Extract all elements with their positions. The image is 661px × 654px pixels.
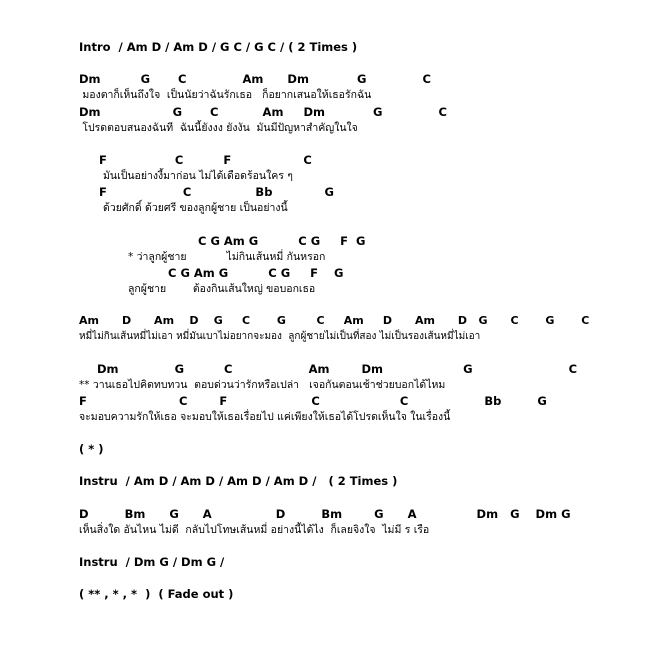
bridge-lyrics: หมี่ไม่กินเส้นหมี่ไม่เอา หมี่มันเบาไม่อยากจะมอง ลูกผู้ชายไม่เป็นที่สอง ไม่เป็นรองเส้นหมี่ไม่เอา: [79, 331, 481, 342]
intro-line: Intro / Am D / Am D / G C / G C / ( 2 Times ): [79, 40, 358, 54]
verse1-lyrics-2: โปรดตอบสนองฉันที ฉันนี้ยังงง ยังงัน มันมีปัญหาสำคัญในใจ: [79, 122, 358, 134]
verse3-chords-2: F C F C C Bb G: [79, 394, 547, 408]
verse1-lyrics-1: มองตาก็เห็นถึงใจ เป็นนัยว่าฉันรักเธอ ก็อยากเสนอให้เธอรักฉัน: [79, 89, 372, 101]
instrumental-line-1: Instru / Am D / Am D / Am D / Am D / ( 2 Times ): [79, 474, 398, 488]
verse3-chords-1: Dm G C Am Dm G C: [97, 362, 578, 376]
verse2-chords-1: F C F C: [99, 153, 312, 167]
verse2-chords-2: F C Bb G: [99, 185, 334, 199]
chorus-lyrics-1: * ว่าลูกผู้ชาย ไม่กินเส้นหมี่ กันหรอก: [128, 251, 326, 263]
verse2-lyrics-1: มันเป็นอย่างงี้มาก่อน ไม่ได้เดือดร้อนใคร ๆ: [103, 170, 293, 182]
instrumental-line-2: Instru / Dm G / Dm G /: [79, 555, 225, 569]
bridge-chords: Am D Am D G C G C Am D Am D G C G C: [79, 314, 590, 327]
verse3-lyrics-2: จะมอบความรักให้เธอ จะมอบให้เธอเรื่อยไป แค่เพียงให้เธอได้โปรดเห็นใจ ในเรื่องนี้: [79, 411, 451, 423]
verse1-chords-1: Dm G C Am Dm G C: [79, 72, 431, 86]
verse1-chords-2: Dm G C Am Dm G C: [79, 105, 447, 119]
verse2-lyrics-2: ด้วยศักดิ์ ด้วยศรี ของลูกผู้ชาย เป็นอย่างนี้: [103, 202, 288, 214]
chorus-reference: ( * ): [79, 442, 104, 456]
chorus-chords-2: C G Am G C G F G: [168, 266, 344, 280]
chorus-lyrics-2: ลูกผู้ชาย ต้องกินเส้นใหญ่ ขอบอกเธอ: [128, 283, 316, 295]
verse4-lyrics: เห็นสิ่งใด อันไหน ไม่ดี กลับไปโทษเส้นหมี่ อย่างนี้ได้ไง ก็เลยจิงใจ ไม่มี ร เรือ: [79, 524, 430, 536]
chorus-chords-1: C G Am G C G F G: [198, 234, 366, 248]
outro-line: ( ** , * , * ) ( Fade out ): [79, 587, 234, 601]
verse3-lyrics-1: ** วานเธอไปคิดทบทวน ตอบด่วนว่ารักหรือเปล่า เจอกันตอนเช้าช่วยบอกได้ไหม: [79, 379, 446, 391]
verse4-chords: D Bm G A D Bm G A Dm G Dm G: [79, 507, 571, 521]
